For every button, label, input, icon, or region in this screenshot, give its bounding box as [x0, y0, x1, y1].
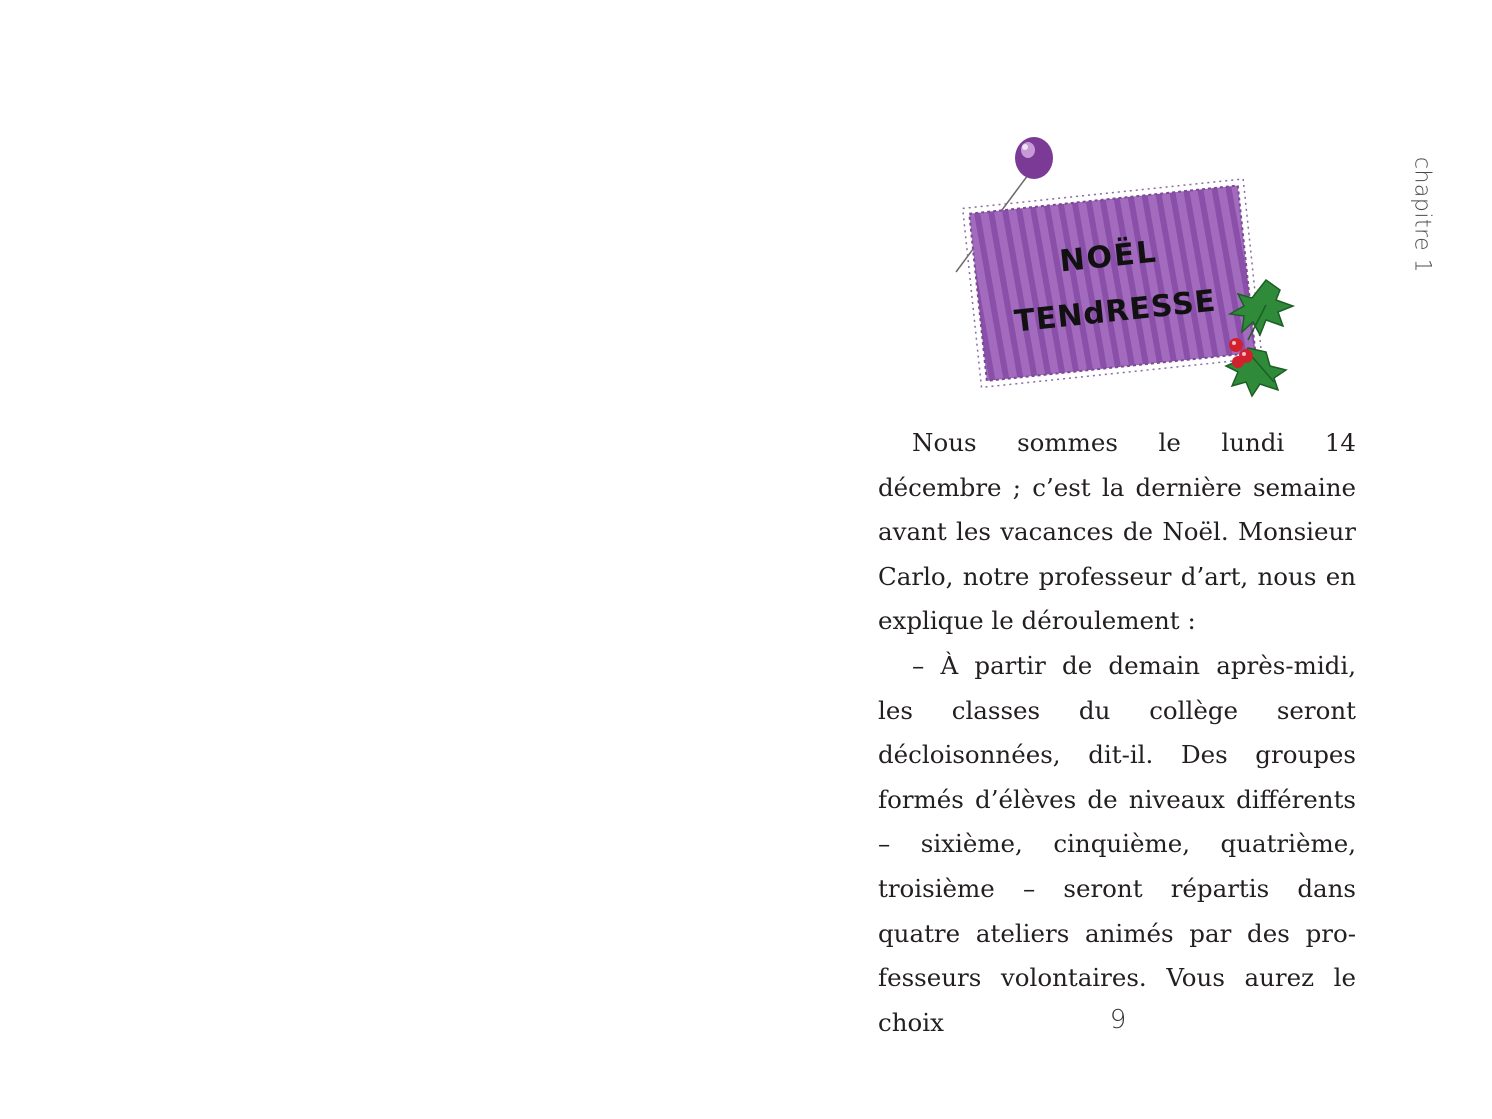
paragraph-1: Nous sommes le lundi 14 décembre ; c’est la dernière semaine avant les vacances de Noël. Monsieur Carlo, notre professeur d’art, nous en explique le déroulement :	[878, 428, 1356, 636]
chapter-body-text	[878, 421, 1356, 1045]
page-number: 9	[1109, 1005, 1127, 1035]
fabric-label	[963, 179, 1262, 387]
chapter-marker	[1400, 156, 1444, 274]
title-line-2: TENdRESSE	[1012, 283, 1218, 340]
title-label-graphic	[948, 130, 1328, 400]
paragraph-2: – À partir de demain après-midi, les classes du collège seront décloisonnées, dit-il. Des groupes formés d’élèves de niveaux différents – sixième, cinquième, quatrième, troisième – seront répartis dans quatre ateliers animés par des professeurs volontaires. Vous aurez le choix	[878, 650, 1356, 1037]
pin-head	[1015, 137, 1053, 179]
chapter-title-illustration	[948, 130, 1328, 400]
title-line-1: NOËL	[1057, 234, 1160, 280]
chapter-label: chapitre 1	[1409, 156, 1435, 274]
